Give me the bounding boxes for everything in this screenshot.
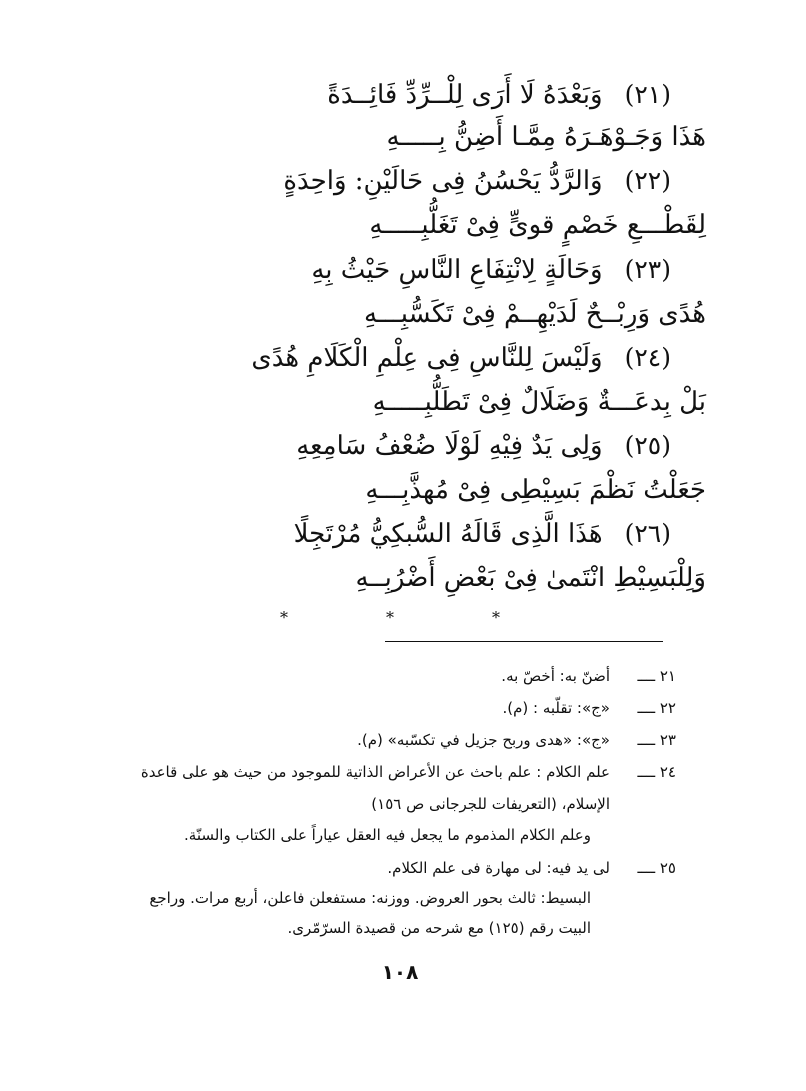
verse-24-line-1 bbox=[251, 338, 671, 378]
footnote-24 bbox=[106, 759, 676, 785]
footnote-25 bbox=[116, 855, 676, 881]
verse-21-line-2: هَذَا وَجَـوْهَـرَهُ مِمَّـا أَضِنُّ بِـــــهِ bbox=[386, 122, 706, 152]
verse-hemistich: وَالرَّدُّ يَحْسُنُ فِى حَالَيْنِ: وَاحِدَةٍ bbox=[283, 166, 603, 196]
verse-21-line-1 bbox=[327, 75, 671, 115]
footnote-number: ٢٢ ــــ bbox=[637, 699, 676, 717]
footnote-24-continuation: الإسلام، (التعريفات للجرجانى ص ١٥٦) bbox=[371, 795, 610, 813]
footnote-text: علم الكلام : علم باحث عن الأعراض الذاتية للموجود من حيث هو على قاعدة bbox=[140, 763, 610, 781]
verse-25-line-2: جَعَلْتُ نَظْمَ بَسِيْطِى فِىْ مُهذَّبِـــهِ bbox=[365, 475, 706, 505]
separator-star: * bbox=[386, 608, 394, 627]
footnote-23 bbox=[116, 727, 676, 753]
verse-25-line-1 bbox=[296, 426, 671, 466]
verse-number: (٢٤) bbox=[624, 343, 671, 372]
verse-hemistich: وَلِى يَدٌ فِيْهِ لَوْلَا ضُعْفُ سَامِعِهِ bbox=[296, 431, 603, 461]
footnote-rule bbox=[385, 641, 663, 642]
section-separator bbox=[280, 608, 500, 627]
footnote-21 bbox=[116, 663, 676, 689]
verse-22-line-1 bbox=[283, 161, 671, 201]
verse-hemistich: وَبَعْدَهُ لَا أَرَى لِلْــرِّدِّ فَائِــدَةً bbox=[327, 80, 603, 110]
footnote-text: «ج»: تقلّبه : (م). bbox=[502, 699, 610, 717]
verse-number: (٢٦) bbox=[624, 519, 671, 548]
footnote-number: ٢٤ ــــ bbox=[637, 763, 676, 781]
footnote-22 bbox=[116, 695, 676, 721]
verse-23-line-1 bbox=[311, 250, 671, 290]
verse-23-line-2: هُدًى وَرِبْــحٌ لَدَيْهِــمْ فِىْ تَكَسُّبِـــهِ bbox=[364, 299, 706, 329]
separator-star: * bbox=[280, 608, 288, 627]
verse-hemistich: وَلَيْسَ لِلنَّاسِ فِى عِلْمِ الْكَلَامِ هُدًى bbox=[251, 343, 603, 373]
verse-22-line-2: لِقَطْـــعِ خَصْمٍ قوىٍّ فِىْ تَغَلُّبِـــــهِ bbox=[369, 210, 706, 240]
verse-number: (٢٥) bbox=[624, 431, 671, 460]
footnote-text: لى يد فيه: لى مهارة فى علم الكلام. bbox=[387, 859, 610, 877]
footnote-25-extra-2: البيت رقم (١٢٥) مع شرحه من قصيدة السرّمّرى. bbox=[287, 919, 591, 937]
page-number: ١٠٨ bbox=[381, 960, 419, 984]
verse-24-line-2: بَلْ بِدعَـــةٌ وَضَلَالٌ فِىْ تَطَلُّبِـــــهِ bbox=[372, 387, 706, 417]
footnote-text: أضنّ به: أخصّ به. bbox=[501, 667, 610, 685]
verse-number: (٢١) bbox=[624, 80, 671, 109]
verse-26-line-2: وَلِلْبَسِيْطِ انْتَمىٰ فِىْ بَعْضِ أَضْرُبِــهِ bbox=[355, 563, 706, 593]
verse-hemistich: هَذَا الَّذِى قَالَهُ السُّبكِيُّ مُرْتَجِلًا bbox=[293, 519, 603, 549]
footnote-number: ٢٥ ــــ bbox=[637, 859, 676, 877]
footnote-24-extra: وعلم الكلام المذموم ما يجعل فيه العقل عياراً على الكتاب والسنّة. bbox=[184, 826, 591, 844]
footnote-number: ٢٣ ــــ bbox=[637, 731, 676, 749]
footnote-text: «ج»: «هدى وربح جزيل في تكسّبه» (م). bbox=[357, 731, 610, 749]
verse-hemistich: وَحَالَةٍ لِانْتِفَاعِ النَّاسِ حَيْثُ بِهِ bbox=[311, 255, 603, 285]
separator-star: * bbox=[492, 608, 500, 627]
verse-number: (٢٢) bbox=[624, 166, 671, 195]
verse-26-line-1 bbox=[294, 514, 671, 554]
footnote-number: ٢١ ــــ bbox=[637, 667, 676, 685]
verse-number: (٢٣) bbox=[624, 255, 671, 284]
footnote-25-extra: البسيط: ثالث بحور العروض. ووزنه: مستفعلن فاعلن، أربع مرات. وراجع bbox=[149, 889, 591, 907]
